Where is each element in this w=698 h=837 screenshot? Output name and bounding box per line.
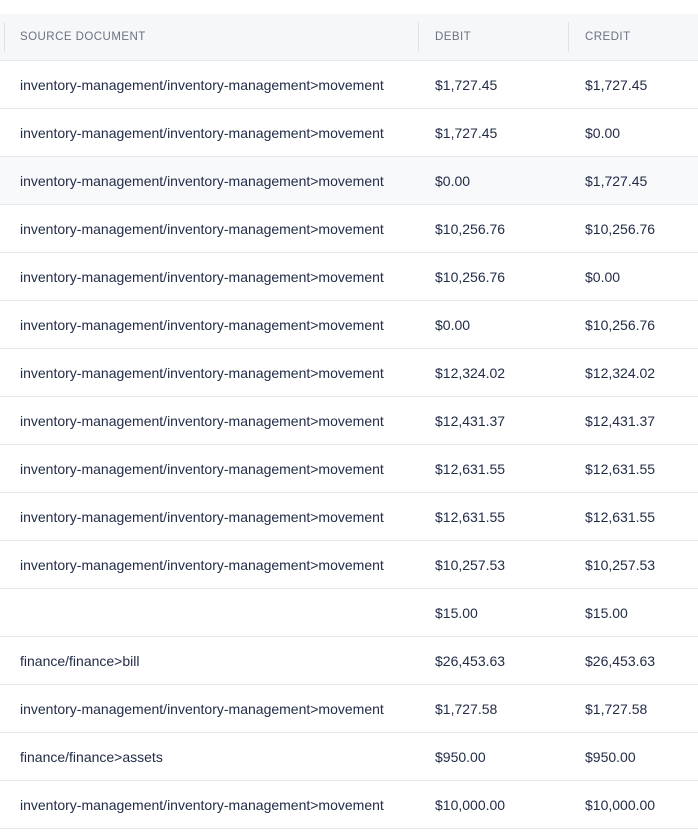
- cell-credit: $15.00: [585, 604, 628, 621]
- cell-credit: $26,453.63: [585, 652, 656, 669]
- table-row[interactable]: [0, 109, 698, 157]
- table-row[interactable]: [0, 637, 698, 685]
- cell-source-document: inventory-management/inventory-management>movement: [20, 268, 384, 285]
- column-header-label: DEBIT: [435, 31, 472, 43]
- cell-debit: $10,257.53: [435, 556, 506, 573]
- cell-source-document: inventory-management/inventory-management>movement: [20, 124, 384, 141]
- cell-debit: $1,727.45: [435, 76, 498, 93]
- ledger-table: [0, 14, 698, 829]
- cell-credit: $10,256.76: [585, 316, 656, 333]
- cell-credit: $12,631.55: [585, 508, 656, 525]
- column-header-source-document[interactable]: [0, 14, 418, 60]
- cell-credit: $10,000.00: [585, 796, 656, 813]
- cell-debit: $1,727.45: [435, 124, 498, 141]
- cell-source-document: inventory-management/inventory-management>movement: [20, 412, 384, 429]
- cell-debit: $26,453.63: [435, 652, 506, 669]
- cell-source-document: finance/finance>bill: [20, 652, 140, 669]
- cell-debit: $12,324.02: [435, 364, 506, 381]
- cell-source-document: inventory-management/inventory-management>movement: [20, 796, 384, 813]
- cell-debit: $12,631.55: [435, 460, 506, 477]
- cell-credit: $12,431.37: [585, 412, 656, 429]
- cell-debit: $0.00: [435, 172, 471, 189]
- table-row[interactable]: [0, 493, 698, 541]
- table-row[interactable]: [0, 253, 698, 301]
- cell-source-document: inventory-management/inventory-management>movement: [20, 700, 384, 717]
- cell-debit: $0.00: [435, 316, 471, 333]
- cell-credit: $10,256.76: [585, 220, 656, 237]
- column-divider: [418, 22, 419, 52]
- cell-credit: $12,324.02: [585, 364, 656, 381]
- cell-source-document: finance/finance>assets: [20, 748, 163, 765]
- column-header-label: SOURCE DOCUMENT: [20, 31, 146, 43]
- cell-debit: $10,000.00: [435, 796, 506, 813]
- table-row[interactable]: [0, 397, 698, 445]
- column-divider: [4, 22, 5, 52]
- column-header-credit[interactable]: [568, 14, 698, 60]
- cell-source-document: inventory-management/inventory-management>movement: [20, 76, 384, 93]
- table-row[interactable]: [0, 205, 698, 253]
- cell-credit: $1,727.58: [585, 700, 648, 717]
- table-body: [0, 61, 698, 829]
- cell-credit: $1,727.45: [585, 172, 648, 189]
- cell-source-document: inventory-management/inventory-management>movement: [20, 364, 384, 381]
- cell-source-document: inventory-management/inventory-management>movement: [20, 460, 384, 477]
- table-row[interactable]: [0, 445, 698, 493]
- cell-debit: $1,727.58: [435, 700, 498, 717]
- table-row[interactable]: [0, 733, 698, 781]
- column-header-debit[interactable]: [418, 14, 568, 60]
- column-divider: [568, 22, 569, 52]
- table-header-row: [0, 14, 698, 61]
- table-row[interactable]: [0, 349, 698, 397]
- cell-debit: $10,256.76: [435, 220, 506, 237]
- table-row[interactable]: [0, 589, 698, 637]
- cell-debit: $12,631.55: [435, 508, 506, 525]
- cell-credit: $0.00: [585, 268, 621, 285]
- column-header-label: CREDIT: [585, 31, 631, 43]
- cell-debit: $15.00: [435, 604, 478, 621]
- cell-credit: $12,631.55: [585, 460, 656, 477]
- cell-credit: $1,727.45: [585, 76, 648, 93]
- table-row[interactable]: [0, 781, 698, 829]
- cell-debit: $10,256.76: [435, 268, 506, 285]
- table-row[interactable]: [0, 157, 698, 205]
- table-row[interactable]: [0, 685, 698, 733]
- cell-credit: $10,257.53: [585, 556, 656, 573]
- cell-source-document: inventory-management/inventory-management>movement: [20, 316, 384, 333]
- cell-source-document: inventory-management/inventory-management>movement: [20, 508, 384, 525]
- cell-credit: $0.00: [585, 124, 621, 141]
- cell-source-document: inventory-management/inventory-management>movement: [20, 556, 384, 573]
- cell-credit: $950.00: [585, 748, 636, 765]
- table-row[interactable]: [0, 541, 698, 589]
- cell-source-document: inventory-management/inventory-management>movement: [20, 172, 384, 189]
- table-row[interactable]: [0, 301, 698, 349]
- cell-source-document: inventory-management/inventory-management>movement: [20, 220, 384, 237]
- table-row[interactable]: [0, 61, 698, 109]
- cell-debit: $12,431.37: [435, 412, 506, 429]
- cell-debit: $950.00: [435, 748, 486, 765]
